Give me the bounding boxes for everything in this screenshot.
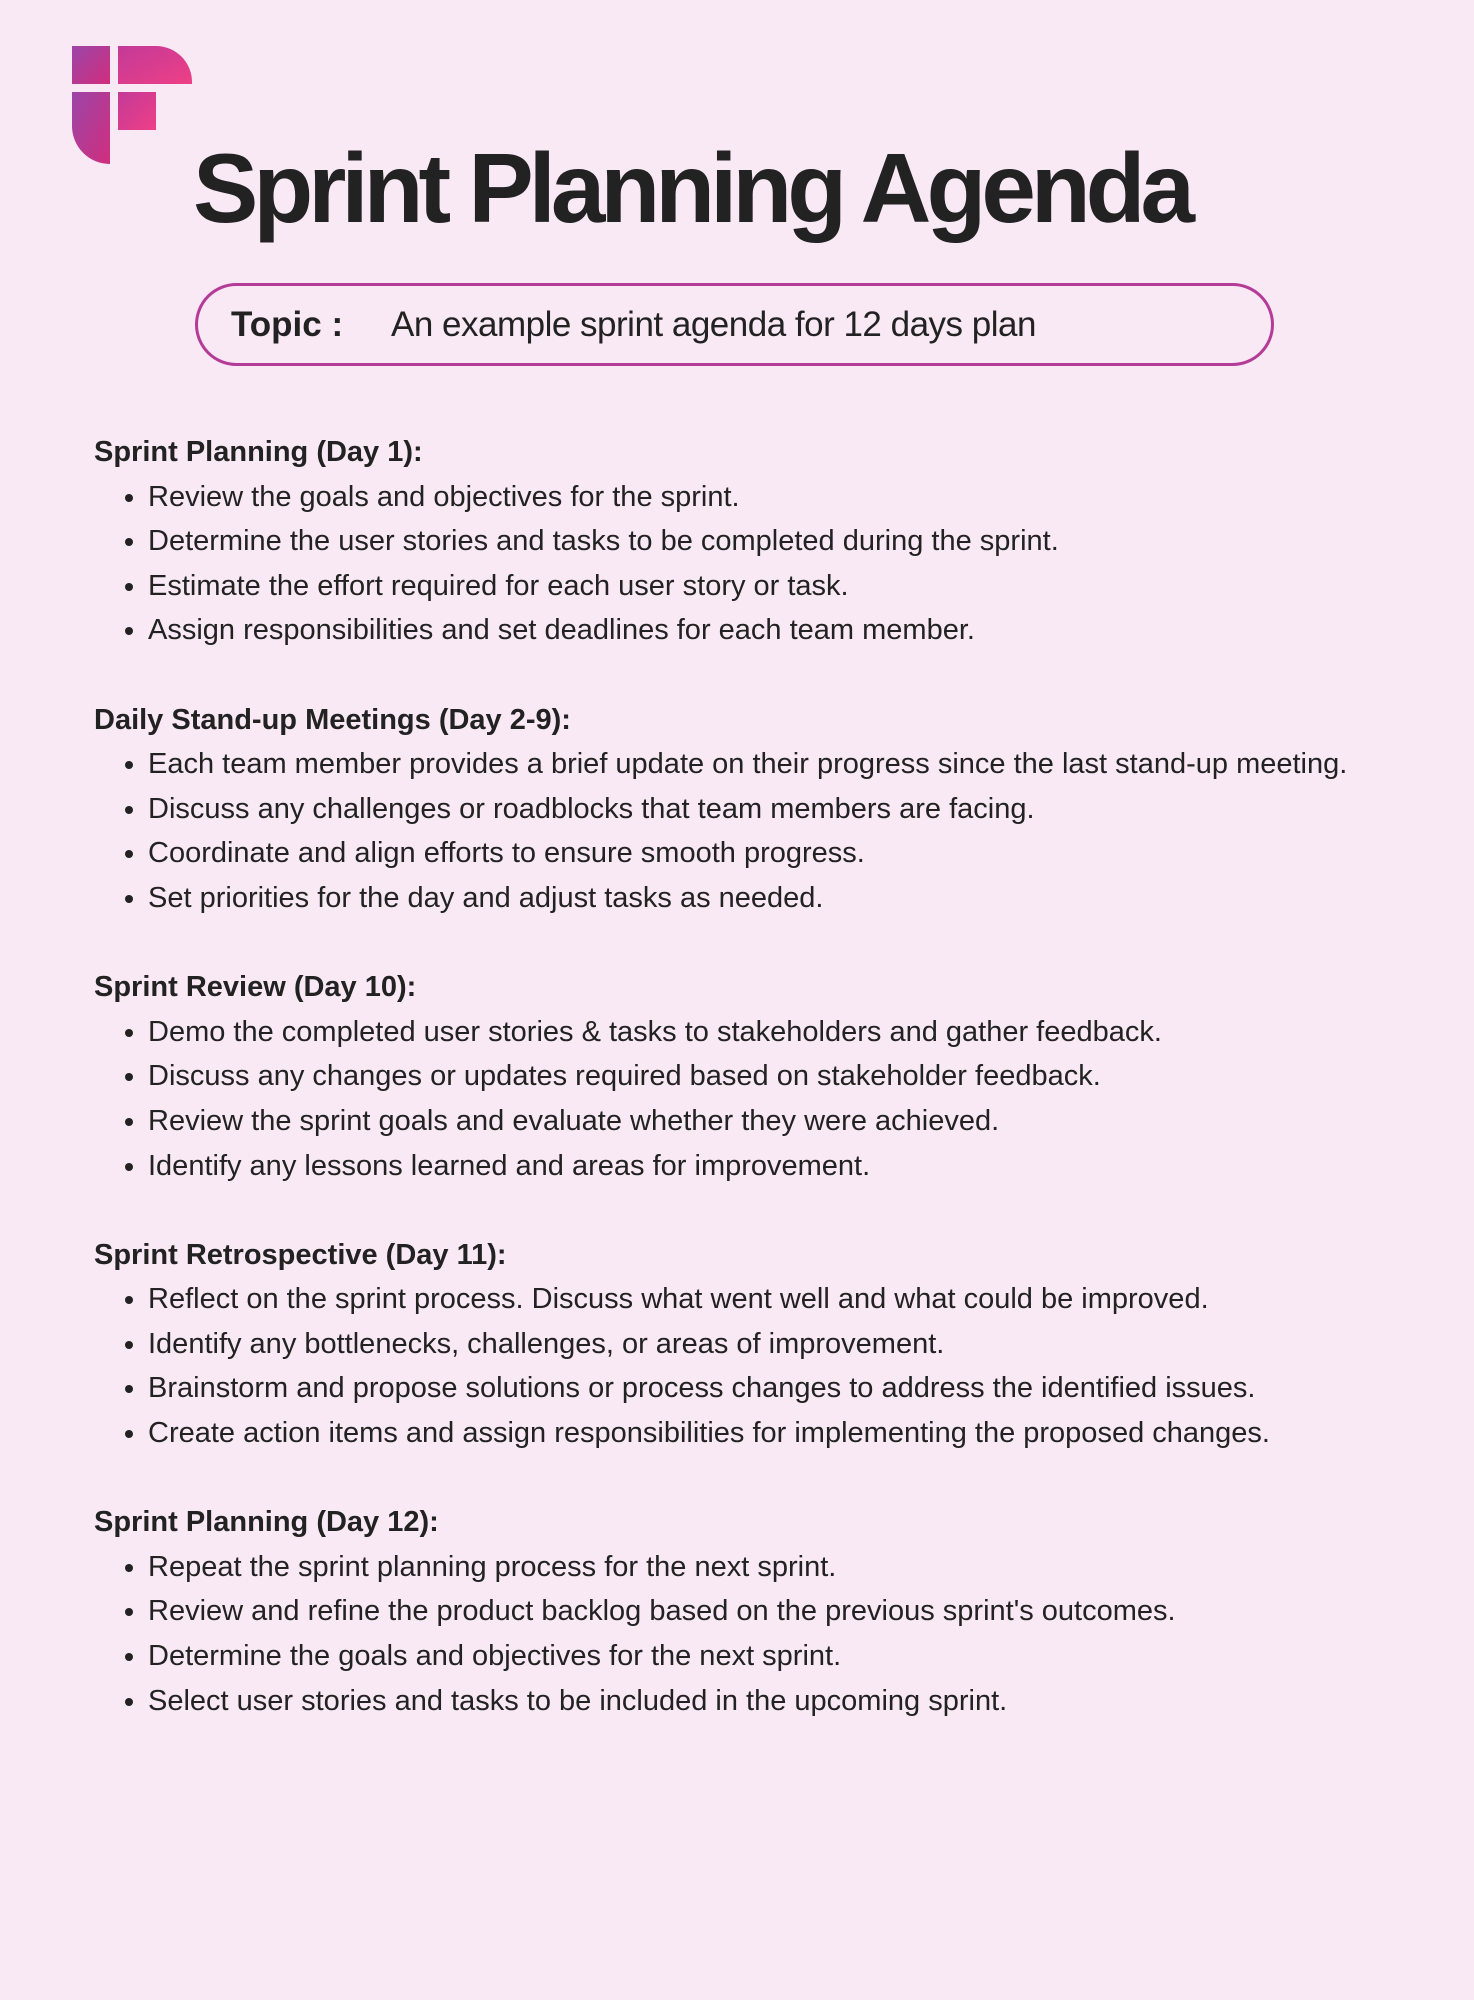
topic-label: Topic : — [231, 304, 344, 344]
agenda-section — [94, 430, 1444, 653]
agenda-section — [94, 1500, 1444, 1723]
bullet-list — [94, 1545, 1444, 1723]
list-item: • Identify any lessons learned and areas for improvement. — [148, 1144, 1444, 1189]
section-heading: Sprint Review (Day 10): — [94, 971, 417, 1004]
section-heading: Sprint Planning (Day 1): — [94, 436, 423, 468]
list-item: • Set priorities for the day and adjust tasks as needed. — [148, 876, 1444, 921]
section-heading: Sprint Retrospective (Day 11): — [94, 1238, 507, 1271]
list-item: • Determine the goals and objectives for the next sprint. — [148, 1634, 1444, 1679]
bullet-list — [94, 475, 1444, 653]
bullet-list — [94, 742, 1444, 920]
list-item: • Review the sprint goals and evaluate whether they were achieved. — [148, 1099, 1444, 1144]
topic-box — [195, 283, 1274, 366]
list-item: • Brainstorm and propose solutions or process changes to address the identified issues. — [148, 1366, 1444, 1411]
section-heading: Daily Stand-up Meetings (Day 2-9): — [94, 703, 571, 736]
list-item: • Identify any bottlenecks, challenges, or areas of improvement. — [148, 1322, 1444, 1367]
list-item: • Discuss any challenges or roadblocks that team members are facing. — [148, 787, 1444, 832]
list-item: • Create action items and assign responsibilities for implementing the proposed changes. — [148, 1411, 1444, 1456]
list-item: • Coordinate and align efforts to ensure smooth progress. — [148, 831, 1444, 876]
bullet-list — [94, 1277, 1444, 1455]
topic-value: An example sprint agenda for 12 days plan — [391, 304, 1036, 344]
agenda-section — [94, 965, 1444, 1188]
list-item: • Estimate the effort required for each user story or task. — [148, 564, 1444, 609]
list-item: • Each team member provides a brief update on their progress since the last stand-up meeting. — [148, 742, 1444, 787]
list-item: • Repeat the sprint planning process for the next sprint. — [148, 1545, 1444, 1590]
list-item: • Demo the completed user stories & tasks to stakeholders and gather feedback. — [148, 1010, 1444, 1055]
agenda-section — [94, 698, 1444, 921]
bullet-list — [94, 1010, 1444, 1188]
list-item: • Discuss any changes or updates required based on stakeholder feedback. — [148, 1054, 1444, 1099]
list-item: • Assign responsibilities and set deadlines for each team member. — [148, 608, 1444, 653]
list-item: • Review and refine the product backlog based on the previous sprint's outcomes. — [148, 1589, 1444, 1634]
page-title: Sprint Planning Agenda — [193, 133, 1191, 243]
list-item: • Select user stories and tasks to be included in the upcoming sprint. — [148, 1679, 1444, 1724]
logo-icon — [72, 46, 192, 164]
list-item: • Reflect on the sprint process. Discuss what went well and what could be improved. — [148, 1277, 1444, 1322]
agenda-content — [94, 430, 1444, 1768]
agenda-section — [94, 1233, 1444, 1456]
list-item: • Review the goals and objectives for the sprint. — [148, 475, 1444, 520]
list-item: • Determine the user stories and tasks to be completed during the sprint. — [148, 519, 1444, 564]
section-heading: Sprint Planning (Day 12): — [94, 1506, 439, 1539]
